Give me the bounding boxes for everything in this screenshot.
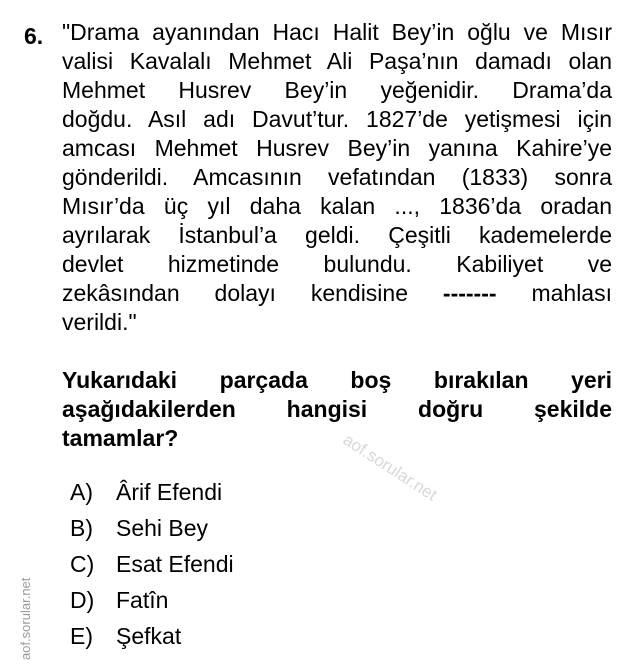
option-letter: D) [70,587,95,613]
prompt-line: aşağıdakilerden hangisi doğru şekilde [62,396,612,422]
question-passage [62,18,612,337]
passage-line: gönderildi. Amcasının vefatından (1833) sonra [62,164,612,190]
option-letter: A) [70,479,93,505]
answer-options [70,474,234,654]
option-text: Şefkat [116,623,182,649]
option-text: Sehi Bey [116,515,209,541]
passage-line: amcası Mehmet Husrev Bey’in yanına Kahire’ye [62,135,612,161]
passage-line: "Drama ayanından Hacı Halit Bey’in oğlu ve Mısır [62,19,612,45]
option-letter: E) [70,623,93,649]
answer-blank: ------- [442,280,497,306]
watermark-side: aof.sorular.net [18,577,33,660]
question-number: 6. [24,23,44,49]
option-letter: B) [70,515,93,541]
watermark-diagonal: aof.sorular.net [339,430,441,505]
passage-line: valisi Kavalalı Mehmet Ali Paşa’nın damadı olan [62,48,612,74]
passage-line: Mehmet Husrev Bey’in yeğenidir. Drama’da [62,77,612,103]
option-b[interactable] [70,510,234,546]
passage-line: Mısır’da üç yıl daha kalan ..., 1836’da oradan [62,193,612,219]
passage-line: doğdu. Asıl adı Davut’tur. 1827’de yetişmesi için [62,106,612,132]
passage-text-after-blank: mahlası [531,280,612,306]
passage-line: verildi." [62,309,137,335]
prompt-line: Yukarıdaki parçada boş bırakılan yeri [62,367,612,393]
option-a[interactable] [70,474,234,510]
prompt-line: tamamlar? [62,425,179,451]
option-text: Ârif Efendi [116,479,223,505]
option-e[interactable] [70,618,234,654]
question-prompt [62,366,612,453]
option-letter: C) [70,551,95,577]
option-c[interactable] [70,546,234,582]
option-text: Fatîn [116,587,169,613]
passage-line: devlet hizmetinde bulundu. Kabiliyet ve [62,251,612,277]
passage-text-before-blank: zekâsından dolayı kendisine [62,280,409,306]
option-text: Esat Efendi [116,551,234,577]
passage-line: ayrılarak İstanbul’a geldi. Çeşitli kademelerde [62,222,612,248]
passage-line-with-blank [62,279,612,308]
option-d[interactable] [70,582,234,618]
